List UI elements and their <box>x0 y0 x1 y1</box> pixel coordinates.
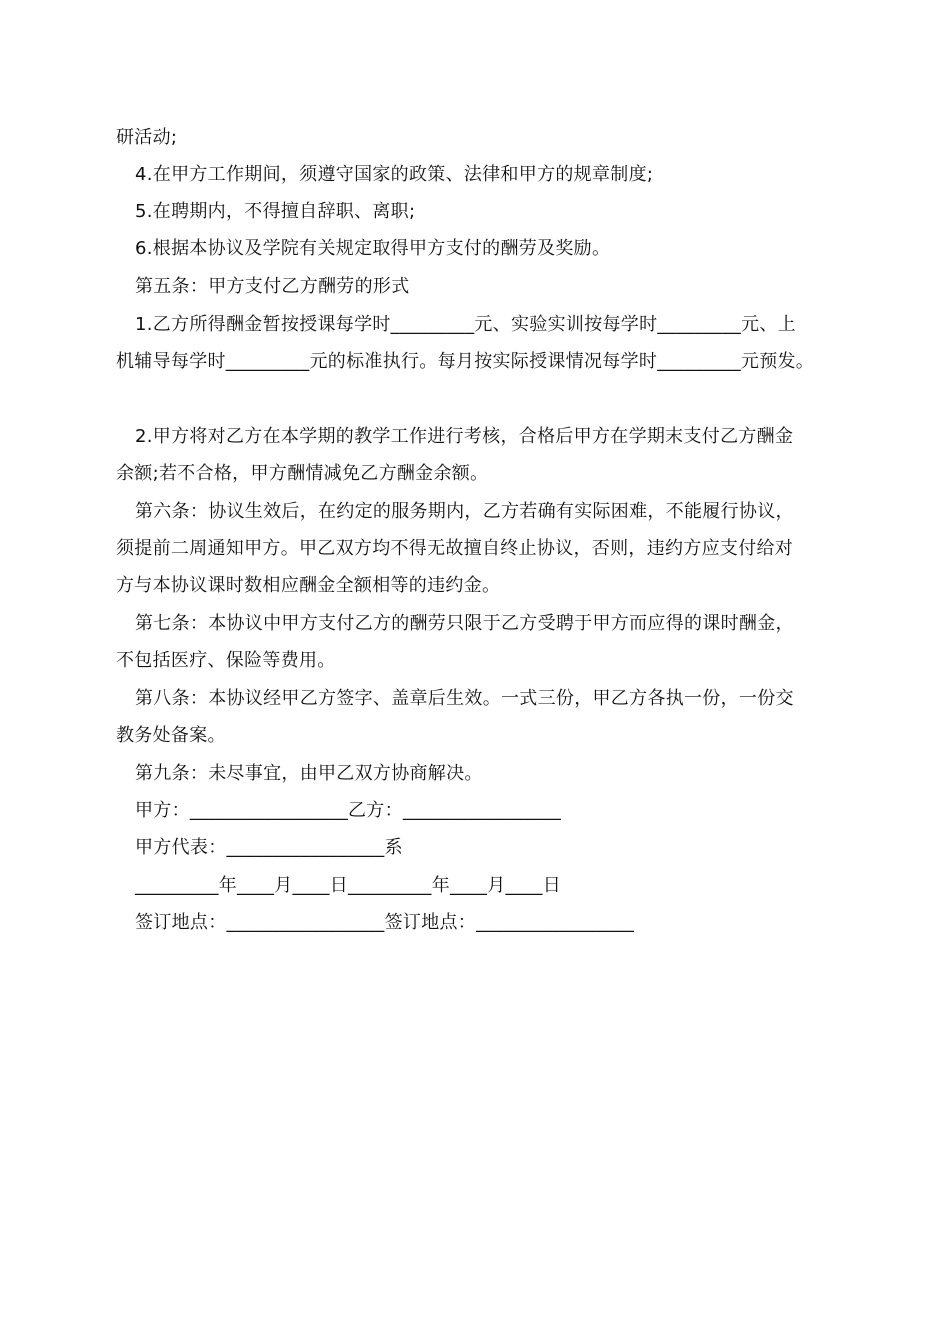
signature-place-line: 签订地点：_________________签订地点：_________________ <box>135 912 635 933</box>
signature-party-line: 甲方：_________________乙方：_________________ <box>135 800 561 821</box>
signature-representative-line: 甲方代表：_________________系 <box>135 837 403 858</box>
text-line: 方与本协议课时数相应酬金全额相等的违约金。 <box>116 575 501 596</box>
signature-date-line: _________年____月____日_________年____月____日 <box>135 875 561 896</box>
text-line: 第七条：本协议中甲方支付乙方的酬劳只限于乙方受聘于甲方而应得的课时酬金， <box>135 613 794 634</box>
text-line: 第六条：协议生效后，在约定的服务期内，乙方若确有实际困难，不能履行协议， <box>135 501 794 522</box>
text-line: 2.甲方将对乙方在本学期的教学工作进行考核，合格后甲方在学期末支付乙方酬金 <box>135 426 794 447</box>
text-line: 须提前二周通知甲方。甲乙双方均不得无故擅自终止协议，否则，违约方应支付给对 <box>116 538 794 559</box>
text-line: 4.在甲方工作期间，须遵守国家的政策、法律和甲方的规章制度; <box>135 164 654 185</box>
text-line: 第八条：本协议经甲乙方签字、盖章后生效。一式三份，甲乙方各执一份，一份交 <box>135 688 794 709</box>
text-line: 不包括医疗、保险等费用。 <box>116 650 336 671</box>
text-line: 1.乙方所得酬金暂按授课每学时_________元、实验实训按每学时_________元、上 <box>135 314 796 335</box>
text-line: 6.根据本协议及学院有关规定取得甲方支付的酬劳及奖励。 <box>135 238 611 259</box>
text-line: 余额;若不合格，甲方酬情减免乙方酬金余额。 <box>116 463 489 484</box>
text-line: 机辅导每学时_________元的标准执行。每月按实际授课情况每学时_________元预发。 <box>116 351 815 372</box>
text-line: 5.在聘期内，不得擅自辞职、离职; <box>135 201 416 222</box>
text-line: 教务处备案。 <box>116 725 226 746</box>
text-line: 研活动; <box>116 127 178 148</box>
text-line: 第九条：未尽事宜，由甲乙双方协商解决。 <box>135 763 483 784</box>
section-heading: 第五条：甲方支付乙方酬劳的形式 <box>135 276 410 297</box>
